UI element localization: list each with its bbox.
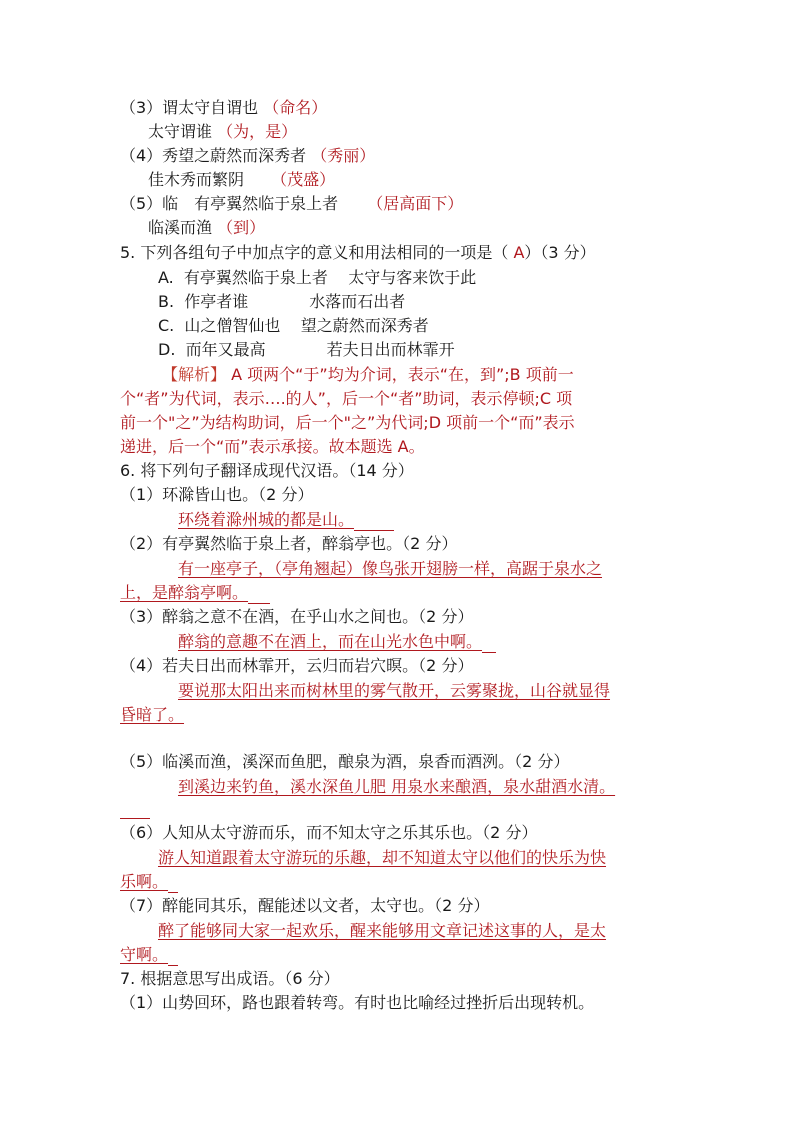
q6-answer-7-line1: 醉了能够同大家一起欢乐，醒来能够用文章记述这事的人，是太 — [158, 921, 607, 940]
q6-sentence-4: （4）若夫日出而林霏开，云归而岩穴暝。（2 分） — [120, 656, 474, 675]
q5-option-d: D. 而年又最高 若夫日出而林霏开 — [158, 340, 455, 359]
q5-stem: 5. 下列各组句子中加点字的意义和用法相同的一项是（ A）（3 分） — [120, 243, 596, 262]
q6-answer-6-line1: 游人知道跟着太守游玩的乐趣，却不知道太守以他们的快乐为快 — [158, 848, 607, 867]
q4-item3: （3）谓太守自谓也 （命名） — [120, 98, 328, 117]
q5-analysis-line1: 【解析】 A 项两个“于”均为介词，表示“在，到”;B 项前一 — [162, 365, 574, 384]
q6-answer-5-tail — [120, 818, 150, 819]
q6-answer-5: 到溪边来钓鱼，溪水深鱼儿肥 用泉水来酿酒，泉水甜酒水清。 — [178, 777, 616, 796]
q6-answer-1: 环绕着滁州城的都是山。 — [178, 509, 394, 531]
q5-analysis-line4: 递进，后一个“而”表示承接。故本题选 A。 — [120, 437, 425, 456]
q6-answer-4-line1: 要说那太阳出来而树林里的雾气散开，云雾聚拢，山谷就显得 — [178, 681, 611, 700]
q4-item5b: 临溪而渔 （到） — [148, 218, 266, 237]
q4-item3b: 太守谓谁 （为，是） — [148, 122, 298, 141]
q5-option-b: B. 作亭者谁 水落而石出者 — [158, 292, 406, 311]
q6-answer-4-line2: 昏暗了。 — [120, 705, 185, 724]
q4-item4: （4）秀望之蔚然而深秀者 （秀丽） — [120, 146, 376, 165]
q6-sentence-5: （5）临溪而渔，溪深而鱼肥，酿泉为酒，泉香而酒洌。（2 分） — [120, 752, 570, 771]
q5-option-a: A. 有亭翼然临于泉上者 太守与客来饮于此 — [158, 268, 477, 287]
q6-sentence-3: （3）醉翁之意不在酒，在乎山水之间也。（2 分） — [120, 607, 474, 626]
analysis-tag: 【解析】 — [162, 365, 227, 384]
q6-answer-6-line2: 乐啊。 — [120, 871, 178, 893]
q4-item4b: 佳木秀而繁阴 （茂盛） — [148, 170, 336, 189]
q5-analysis-line2: 个“者”为代词，表示….的人”，后一个“者”助词，表示停顿;C 项 — [120, 389, 573, 408]
q6-sentence-7: （7）醉能同其乐，醒能述以文者，太守也。（2 分） — [120, 896, 490, 915]
q4-item5: （5）临 有亭翼然临于泉上者 （居高面下） — [120, 194, 464, 213]
q5-analysis-line3: 前一个"之”为结构助词，后一个"之”为代词;D 项前一个“而”表示 — [120, 413, 575, 432]
q7-sentence-1: （1）山势回环，路也跟着转弯。有时也比喻经过挫折后出现转机。 — [120, 993, 595, 1012]
q6-answer-2-line2: 上，是醉翁亭啊。 — [120, 582, 270, 604]
q6-sentence-2: （2）有亭翼然临于泉上者，醉翁亭也。（2 分） — [120, 534, 458, 553]
q6-answer-7-line2: 守啊。 — [120, 944, 178, 966]
q6-answer-3: 醉翁的意趣不在酒上，而在山光水色中啊。 — [178, 631, 496, 653]
q5-option-c: C. 山之僧智仙也 望之蔚然而深秀者 — [158, 316, 429, 335]
q6-stem: 6. 将下列句子翻译成现代汉语。（14 分） — [120, 461, 414, 480]
q7-stem: 7. 根据意思写出成语。（6 分） — [120, 969, 340, 988]
q6-sentence-6: （6）人知从太守游而乐，而不知太守之乐其乐也。（2 分） — [120, 823, 538, 842]
q6-sentence-1: （1）环滁皆山也。（2 分） — [120, 485, 314, 504]
q6-answer-2-line1: 有一座亭子，（亭角翘起）像鸟张开翅膀一样，高踞于泉水之 — [178, 559, 603, 578]
